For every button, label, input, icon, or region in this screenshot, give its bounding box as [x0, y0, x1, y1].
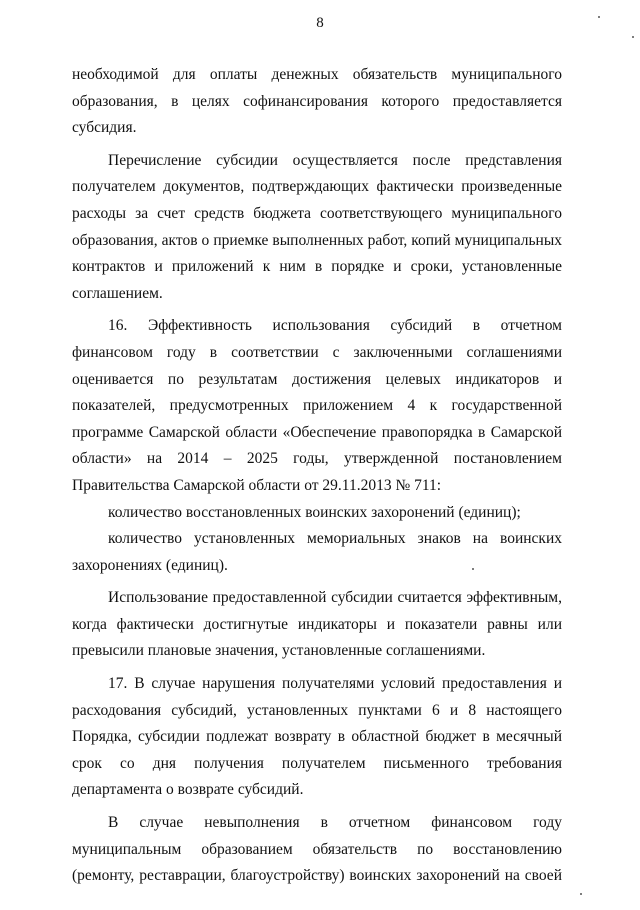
paragraph-nonfulfillment: В случае невыполнения в отчетном финансовом году муниципальным образованием обязательств по восстановлению (ремонту, реставрации, благоустройству) воинских захоронений на своей: [72, 814, 562, 885]
paragraph-transfer: Перечисление субсидии осуществляется после представления получателем документов, подтверждающих фактически произведенные расходы за счет средств бюджета соответствующего муниципального образования, актов о приемке выполненных работ, копий муниципальных контрактов и приложений к ним в порядке и сроки, установленные соглашением.: [72, 151, 562, 302]
page-number: 8: [316, 15, 324, 31]
scan-speck: [472, 568, 474, 570]
list-item-memorial-signs: количество установленных мемориальных знаков на воинских захоронениях (единиц).: [72, 530, 562, 574]
scan-speck: [580, 893, 582, 895]
scan-speck: [598, 16, 600, 18]
paragraph-effective-use: Использование предоставленной субсидии считается эффективным, когда фактически достигнутые индикаторы и показатели равны или превысили плановые значения, установленные соглашениями.: [72, 589, 562, 660]
list-item-restored-burials: количество восстановленных воинских захоронений (единиц);: [108, 503, 521, 521]
scan-speck: [632, 36, 634, 38]
paragraph-16-efficiency: 16. Эффективность использования субсидий в отчетном финансовом году в соответствии с заключенными соглашениями оценивается по результатам достижения целевых индикаторов и показателей, предусмотренных приложением 4 к государственной программе Самарской области «Обеспечение правопорядка в Самарской области» на 2014 – 2025 годы, утвержденной постановлением Правительства Самарской области от 29.11.2013 № 711:: [72, 317, 562, 494]
paragraph-17-refund: 17. В случае нарушения получателями условий предоставления и расходования субсидий, установленных пунктами 6 и 8 настоящего Порядка, субсидии подлежат возврату в областной бюджет в месячный срок со дня получения получателем письменного требования департамента о возврате субсидий.: [72, 675, 562, 799]
paragraph-continuation: необходимой для оплаты денежных обязательств муниципального образования, в целях софинансирования которого предоставляется субсидия.: [72, 66, 562, 137]
document-body: [72, 62, 562, 890]
